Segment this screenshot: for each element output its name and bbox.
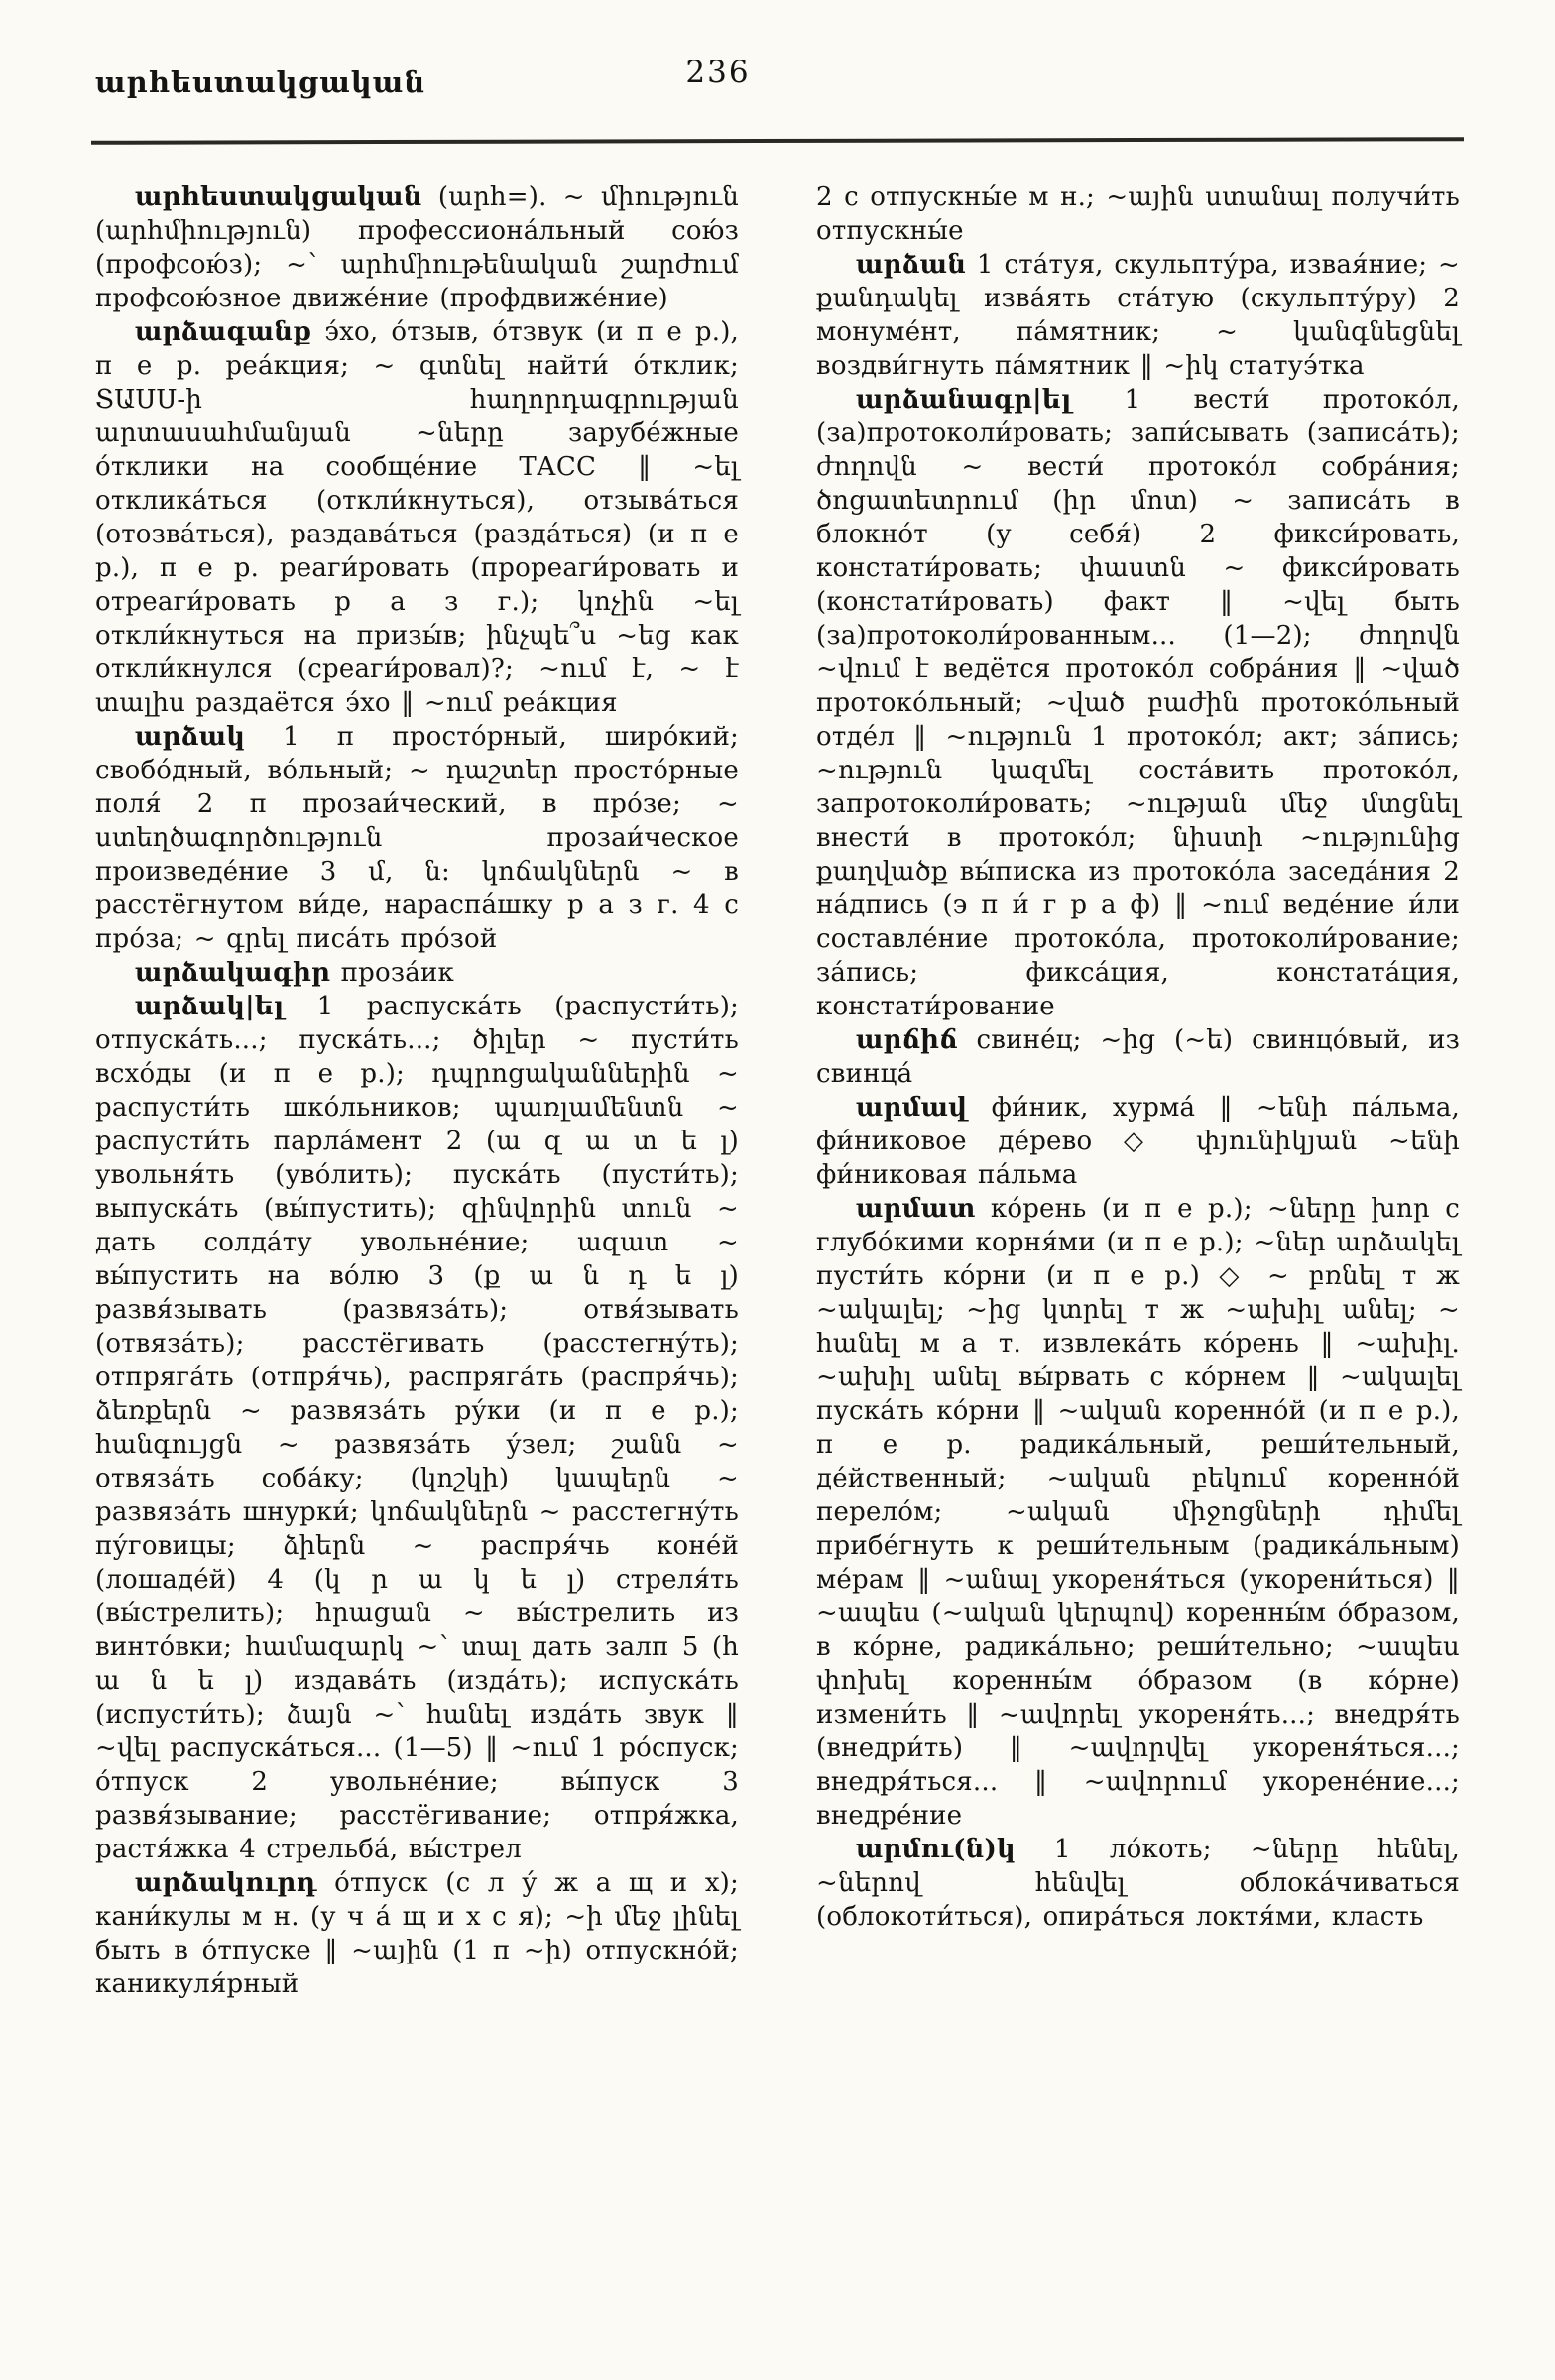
headword: արձակ: [135, 722, 246, 752]
dictionary-entry: արձանագր|ել 1 вести́ протоко́л, (за)протоколи́ровать; запи́сывать (записа́ть); ժողովն ~ вести́ протоко́л собра́ния; ծոցատետրում (իր մոտ) ~ записа́ть в блокно́т (у себя́) 2 фикси́ровать, констати́ровать; փաստն ~ фикси́ровать (констати́ровать) факт ‖ ~վել быть (за)протоколи́рованным... (1—2); ժողովն ~վում է ведётся протоко́л собра́ния ‖ ~ված протоко́льный; ~ված բաժին протоко́льный отде́л ‖ ~ություն 1 протоко́л; акт; за́пись; ~ություն կազմել соста́вить протоко́л, запротоколи́ровать; ~ության մեջ մտցնել внести́ в протоко́л; նիստի ~ությունից քաղվածք вы́писка из протоко́ла заседа́ния 2 на́дпись (э п и́ г р а ф) ‖ ~ում веде́ние и́ли составле́ние протоко́ла, протоколи́рование; за́пись; фикса́ция, констата́ция, констати́рование: [816, 385, 1461, 1021]
column-right: [816, 180, 1460, 2001]
headword: արճիճ: [856, 1025, 958, 1055]
column-left: [95, 180, 739, 2001]
headword: արձան: [856, 250, 967, 280]
dictionary-entry: արձակուրդ о́тпуск (с л у́ ж а щ и х); кани́кулы м н. (у ч а́ щ и х с я); ~ի մեջ լինել быть в о́тпуске ‖ ~ային (1 п ~ի) отпускно́й; каникуля́рный: [95, 1868, 739, 1999]
dictionary-entry: արձակագիր проза́ик: [135, 958, 454, 988]
dictionary-entry: արձակ 1 п просто́рный, широ́кий; свобо́дный, во́льный; ~ դաշտեր просто́рные поля́ 2 п прозаи́ческий, в про́зе; ~ ստեղծագործություն прозаи́ческое произведе́ние 3 մ, ն: կոճակներն ~ в расстёгнутом ви́де, нараспа́шку р а з г. 4 с про́за; ~ գրել писа́ть про́зой: [95, 722, 740, 954]
dictionary-entry: արհեստակցական (արհ=). ~ միություն (արհմիություն) профессиона́льный сою́з (профсою́з); ~՝ արհմիութենական շարժում профсою́зное движе́ние (профдвиже́ние): [95, 182, 739, 313]
headword: արձակ|ել: [135, 992, 285, 1021]
dictionary-entry: արմու(ն)կ 1 ло́коть; ~ները հենել, ~ներով հենվել облока́чиваться (облокоти́ться), опира́ться локтя́ми, класть: [816, 1835, 1461, 1932]
headword: արմատ: [856, 1194, 976, 1224]
headword: արձանագր|ել: [856, 385, 1072, 415]
text-columns: [95, 180, 1460, 2001]
headword: արմու(ն)կ: [856, 1835, 1016, 1864]
headword: արձակագիր: [135, 958, 331, 988]
headword: արմավ: [856, 1093, 968, 1123]
headword: արձագանք: [135, 317, 312, 347]
dictionary-entry: արձագանք э́хо, о́тзыв, о́тзвук (и п е р.), п е р. реа́кция; ~ գտնել найти́ о́тклик; ՏԱՍՍ-ի հաղորդագրության արտասահմանյան ~ները зарубе́жные о́тклики на сообще́ние ТАСС ‖ ~ել отклика́ться (откли́кнуться), отзыва́ться (отозва́ться), раздава́ться (разда́ться) (и п е р.), п е р. реаги́ровать (прореаги́ровать и отреаги́ровать р а з г.); կոչին ~ել откли́кнуться на призы́в; ինչպե՞ս ~եց как откли́кнулся (среаги́ровал)?; ~ում է, ~ է տալիս раздаётся э́хо ‖ ~ում реа́кция: [95, 317, 740, 718]
dictionary-entry: 2 с отпускны́е м н.; ~ային ստանալ получи́ть отпускны́е: [816, 182, 1460, 246]
dictionary-entry: արճիճ свине́ц; ~ից (~ե) свинцо́вый, из свинца́: [816, 1025, 1461, 1089]
page-header: [0, 0, 1555, 139]
page-number: 236: [685, 55, 751, 90]
headword: արձակուրդ: [135, 1868, 317, 1898]
running-head: արհեստակցական: [95, 65, 426, 99]
dictionary-entry: արձան 1 ста́туя, скульпту́ра, извая́ние; ~ քանդակել изва́ять ста́тую (скульпту́ру) 2 монуме́нт, па́мятник; ~ կանգնեցնել воздви́гнуть па́мятник ‖ ~իկ статуэ́тка: [816, 250, 1460, 381]
dictionary-entry: արձակ|ել 1 распуска́ть (распусти́ть); отпуска́ть...; пуска́ть...; ծիլեր ~ пусти́ть всхо́ды (и п е р.); դպրոցականներին ~ распусти́ть шко́льников; պառլամենտն ~ распусти́ть парла́мент 2 (ա զ ա տ ե լ) увольня́ть (уво́лить); пуска́ть (пусти́ть); выпуска́ть (вы́пустить); զինվորին տուն ~ дать солда́ту увольне́ние; ազատ ~ вы́пустить на во́лю 3 (ք ա ն դ ե լ) развя́зывать (развяза́ть); отвя́зывать (отвяза́ть); расстёгивать (расстегну́ть); отпряга́ть (отпря́чь), распряга́ть (распря́чь); ձեռքերն ~ развяза́ть ру́ки (и п е р.); հանգույցն ~ развяза́ть у́зел; շանն ~ отвяза́ть соба́ку; (կոշկի) կապերն ~ развяза́ть шнурки́; կոճակներն ~ расстегну́ть пу́говицы; ձիերն ~ распря́чь коне́й (лошаде́й) 4 (կ ր ա կ ե լ) стреля́ть (вы́стрелить); հրացան ~ вы́стрелить из винто́вки; համազարկ ~՝ տալ дать залп 5 (հ ա ն ե լ) издава́ть (изда́ть); испуска́ть (испусти́ть); ձայն ~՝ հանել изда́ть звук ‖ ~վել распуска́ться... (1—5) ‖ ~ում 1 ро́спуск; о́тпуск 2 увольне́ние; вы́пуск 3 развя́зывание; расстёгивание; отпря́жка, растя́жка 4 стрельба́, вы́стрел: [95, 992, 739, 1864]
headword: արհեստակցական: [135, 182, 422, 212]
dictionary-entry: արմատ ко́рень (и п е р.); ~ները խոր с глубо́кими корня́ми (и п е р.); ~ներ արձակել пусти́ть ко́рни (и п е р.) ◇ ~ բռնել т ж ~ակալել; ~ից կտրել т ж ~ախիլ անել; ~ հանել м а т. извлека́ть ко́рень ‖ ~ախիլ. ~ախիլ անել вы́рвать с ко́рнем ‖ ~ակալել пуска́ть ко́рни ‖ ~ական коренно́й (и п е р.), п е р. радика́льный, реши́тельный, де́йственный; ~ական բեկում коренно́й перело́м; ~ական միջոցների դիմել прибе́гнуть к реши́тельным (радика́льным) ме́рам ‖ ~անալ укореня́ться (укорени́ться) ‖ ~ապես (~ական կերպով) коренны́м о́бразом, в ко́рне, радика́льно; реши́тельно; ~ապես փոխել коренны́м о́бразом (в ко́рне) измени́ть ‖ ~ավորել укореня́ть...; внедря́ть (внедри́ть) ‖ ~ավորվել укореня́ться...; внедря́ться... ‖ ~ավորում укорене́ние...; внедре́ние: [816, 1194, 1460, 1831]
dictionary-entry: արմավ фи́ник, хурма́ ‖ ~ենի па́льма, фи́никовое де́рево ◇ փյունիկյան ~ենի фи́никовая па́льма: [816, 1093, 1461, 1190]
